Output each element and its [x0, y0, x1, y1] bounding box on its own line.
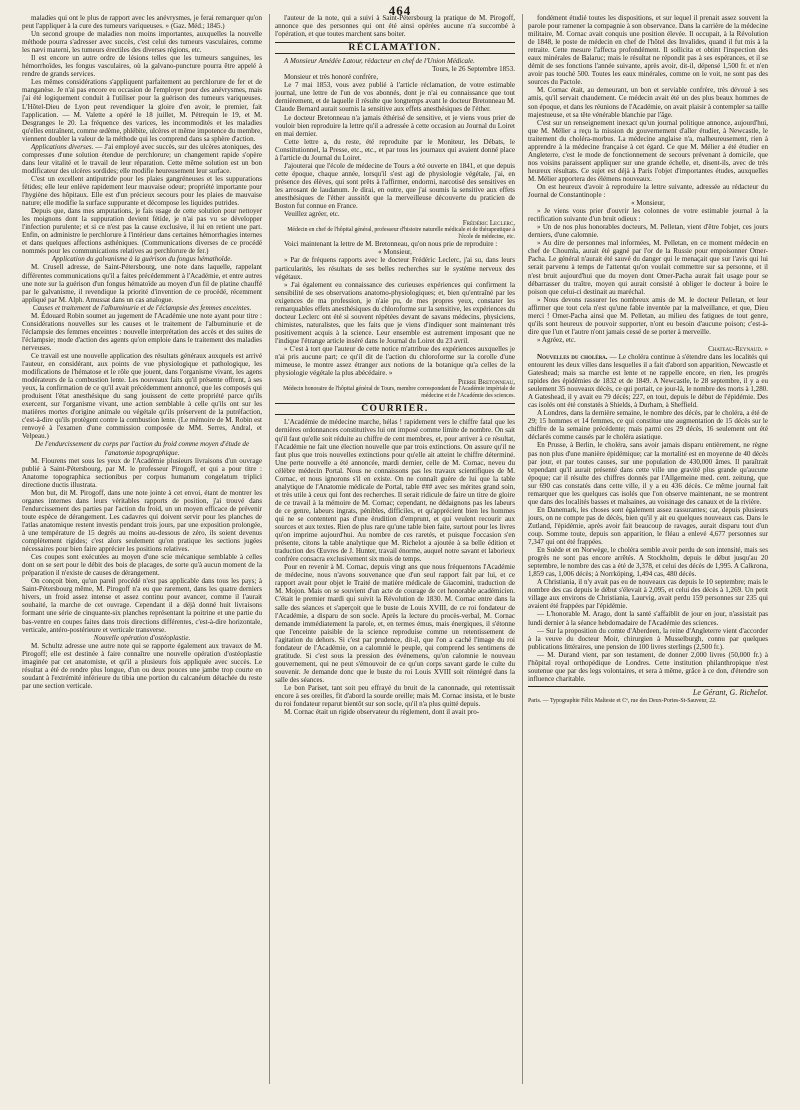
section-heading: Nouvelle opération d'ostéoplastie. — [93, 633, 191, 642]
signature-title: Médecin en chef de l'hôpital général, professeur d'histoire naturelle médicale et de thérapeutique à l'école de médecine, etc. — [287, 227, 515, 240]
paragraph: » Un de nos plus honorables docteurs, M. Pelletan, vient d'être l'objet, ces jours derniers, d'une calomnie. — [528, 223, 768, 240]
paragraph: M. Flourens met sous les yeux de l'Académie plusieurs livraisons d'un ouvrage publié à Saint-Pétersbourg, par M. le professeur Pirogoff, et qui a pour titre : Anatome topographica sectionibus per corpus humanum congelatum triplici directione ductis illustrata. — [22, 456, 262, 489]
paragraph: Ce travail est une nouvelle application des résultats généraux auxquels est arrivé l'auteur, en considérant, aux points de vue physiologique et pathologique, les modifications de l'hématose et le rôle que jouent, dans l'organisme vivant, les agens modérateurs de la combustion lente. Les nouveaux faits qu'il présente offrent, à ses yeux, la confirmation de ce qu'il avait précédemment annoncé, que les composés qui produisent l'état anesthésique du sang jouissent de cette propriété parce qu'ils exercent, sur l'organisme vivant, une action semblable à celle qu'ils ont sur les matières mortes d'origine animale ou végétale qu'ils préservent de la putréfaction, c'est-à-dire qu'ils protègent contre la combustion lente. (Le mémoire de M. Robin est renvoyé à l'examen d'une commission composée de MM. Serres, Andral, et Velpeau.) — [22, 351, 262, 441]
paragraph: L'Académie de médecine marche, hélas ! rapidement vers le chiffre fatal que les dernières ordonnances constitutives lui ont imposé comme limite de nombre. On sait qu'il faut qu'elle soit réduite au chiffre de cent membres, et, pour arriver à ce résultat, l'Académie ne fait une élection nouvelle que par trois extinctions. On assure qu'il ne faut plus que trois nouvelles extinctions pour qu'elle ait atteint le chiffre déterminé. Une perte nouvelle a été annoncée, mardi dernier, celle de M. Cornac, neveu du célèbre médecin Portal. Nous ne connaissons pas les travaux scientifiques de M. Cornac, et nous ignorons s'il en existe. On ne connaît guère de lui que la table analytique de l'Anatomie médicale de Portal, table ### avec ses mérites grand soin, et très utile à ceux qui font des recherches. Il serait ridicule de faire un titre de gloire de ce travail à la mémoire de M. Cornac; cependant, ne dédaignons pas les labeurs de ce genre, labeurs ingrats, pénibles, difficiles, et qu'apprécient bien les hommes qui ne se contentent pas d'une érudition d'emprunt, et qui veulent recourir aux sources et aux textes. Rien de plus rare qu'une table bien faite, surtout pour les livres qu'on imprime aujourd'hui. Au nombre de ces raretés, et puisque l'occasion s'en présente, citons la table analytique que M. Richelot a ajoutée à sa belle édition et traduction des Œuvres de J. Hunter, travail énorme, auquel notre savant et laborieux confrère consacra exclusivement six mois de temps. — [275, 418, 515, 564]
column-rule — [522, 14, 523, 1084]
gerant-signature: Le Gérant, G. Richelot. — [692, 687, 768, 697]
section-heading: Application du galvanisme à la guérison du fongus hémathoïde. — [51, 255, 233, 264]
paragraph: Veuillez agréer, etc. — [284, 210, 340, 219]
courrier-heading: COURRIER. — [275, 403, 515, 415]
text-columns — [22, 14, 782, 1084]
paragraph: En Prusse, à Berlin, le choléra, sans avoir jamais disparu entièrement, ne règne pas non plus d'une manière épidémique; car la mortalité est en moyenne de 40 décès par jour, et par toutes causes, sur une population de 430,000 âmes. Il paraîtrait cependant qu'il aurait présenté dans cette ville une gravité plus grande qu'aucune époque; car il résulte des chiffres donnés par l'Allgemeine med. cent. zeitung, que sur 690 cas constatés dans cette ville, il y a eu 436 décès. Ce même journal fait remarquer que les quelques cas isolés que l'on observe maintenant, ne se montrent que dans des localités basses et malsaines, au voisinage des canaux et de la rivière. — [528, 441, 768, 506]
paragraph: M. Cornac était, au demeurant, un bon et serviable confrère, très dévoué à ses amis, qu'il servait chaudement. Ce médecin avait été un des plus beaux hommes de son époque, et dans les réunions de l'Académie, on avait plaisir à contempler sa taille majestueuse, et sa tête vénérable blanchie par l'âge. — [528, 86, 768, 119]
printer-imprint: Paris. — Typographie Félix Malteste et Cᵉ, rue des Deux-Portes-St-Sauveur, 22. — [528, 697, 717, 704]
paragraph: maladies qui ont le plus de rapport avec les anévrysmes, je ferai remarquer qu'on peut l'appliquer à la cure des tumeurs variqueuses. » (Gaz. Méd.; 1845.) — [22, 14, 262, 31]
section-heading: Applications diverses. — [31, 142, 94, 151]
page-number: 464 — [388, 3, 412, 18]
signature-title: Médecin honoraire de l'hôpital général de Tours, membre correspondant de l'Académie impériale de médecine et de l'Académie des sciences. — [283, 386, 515, 399]
paragraph: fondément étudié toutes les dispositions, et sur lequel il prenait assez souvent la parole pour ramener la compagnie à son observance. Dans la carrière de la médecine militaire, M. Cornac avait conquis une position élevée. Il occupait, à la Révolution de 1848, le poste de médecin en chef de l'hôtel des Invalides, quand il fut mis à la retraite. Cette mesure l'affecta profondément. Il sollicita et obtint l'inspection des eaux minérales de Balaruc; mais le résultat ne répondit pas à ses espérances, et il se démit de ses fonctions l'année suivante, après avoir, dit-il, dépensé 1,500 fr. et n'en avoir pas touché 500. Toutes les eaux minérales, comme on le voit, ne sont pas des sources du Pactole. — [528, 14, 768, 87]
paragraph: Voici maintenant la lettre de M. Bretonneau, qu'on nous prie de reproduire : — [284, 240, 498, 249]
paragraph: » Nous devons rassurer les nombreux amis de M. le docteur Pelletan, et leur affirmer que tout cela n'est qu'une fable inventée par la malveillance, et que, Dieu merci ! Omer-Pacha ainsi que M. Pelletan, au milieu des fatigues de tout genre, qu'ils sont heureux de pouvoir supporter, n'ont eu besoin d'aucune poison; c'est-à-dire que l'un et l'autre n'ont jamais cessé de se porter à merveille. — [528, 295, 768, 336]
letter-dateline: Tours, le 26 Septembre 1853. — [432, 65, 515, 74]
column-1 — [22, 14, 262, 1084]
letter-salutation: « Monsieur, — [631, 199, 665, 208]
paragraph: » Par de fréquens rapports avec le docteur Frédéric Leclerc, j'ai su, dans leurs particularités, les résultats de ses belles recherches sur le système nerveux des végétaux. — [275, 256, 515, 281]
paragraph: Un second groupe de maladies non moins importantes, auxquelles la nouvelle méthode pourra s'adresser avec succès, c'est celui des tumeurs vasculaires, comme les nævi materni, les tumeurs érectiles des diverses régions, etc. — [22, 30, 262, 55]
paragraph: — Sur la proposition du comte d'Aberdeen, la reine d'Angleterre vient d'accorder à la veuve du docteur Moir, chirurgien à Musselburgh, connu par quelques publications littéraires, une pension de 100 livres sterlings (2,500 fr.). — [528, 626, 768, 651]
paragraph: » C'est à tort que l'auteur de cette notice m'attribue des expériences auxquelles je n'ai pris aucune part; ce qu'il dit de l'action du chloroforme sur la corolle d'une mimeuse, le montre assez étranger aux notions de la botanique qu'a celles de la physiologie végétale la plus abécédaire. » — [275, 344, 515, 378]
signature: Chateau-Reynaud. » — [708, 344, 768, 353]
paragraph: Il est encore un autre ordre de lésions telles que les tumeurs sanguines, les hémorrhoïdes, les fongus vasculaires, où la galvano-puncture pourra être appelé à rendre de grands services. — [22, 54, 262, 79]
paragraph: Le 7 mai 1853, vous avez publié à l'article réclamation, de votre estimable journal, une lettre de l'un de vos abonnés, dont je n'ai eu connaissance que tout dernièrement, et de laquelle il résulte que longtemps avant le docteur Bretonneau M. Claude Bernard aurait soumis la sensitive aux effets anesthésiques de l'éther. — [275, 81, 515, 114]
paragraph: On conçoit bien, qu'un pareil procédé n'est pas applicable dans tous les pays; à Saint-Pétersbourg même, M. Pirogoff n'a eu que rarement, dans les quatre derniers hivers, un froid assez intense et assez continu pour avancer, comme il l'aurait souhaité, la marche de cet ouvrage. Cependant il a déjà donné huit livraisons formant une série de cinquante-six planches représentant la poitrine et une partie du bas-ventre en coupes faites dans trois directions différentes, c'est-à-dire horizontale, verticale, antéro-postérieure et verticale transverse. — [22, 577, 262, 634]
paragraph: Depuis que, dans mes amputations, je fais usage de cette solution pour nettoyer les moignons dont la suppuration devient fétide, je n'ai pas vu se développer l'infection purulente; et si ce n'est pas la cause exclusive, il lui en retient une part. Enfin, on administre le perchlorure à l'intérieur dans certaines hémorrhagies internes et dans quelques affections asthéniques. (Communications diverses de ce procédé nommés pour les communications relatives au perchlorure de fer.) — [22, 207, 262, 256]
paragraph-text: — Le choléra continue à s'étendre dans les localités qui entourent les deux villes dans lesquelles il a fait d'abord son apparition, Newcastle et Gateshead; mais sa marche est lente et ne rappelle encore, en rien, les progrès rapides des épidémies de 1832 et de 1849. A Newcastle, le 28 septembre, il y a eu seulement 35 nouveaux décès, ce qui portait, ce jour-là, le nombre des morts à 1,280. A Gateshead, il y avait eu 79 décès; 227, en tout, depuis le début de l'épidémie. Des cas isolés ont été constatés à Shields, à Durham, à Sheffield. — [528, 352, 768, 410]
section-heading: Causes et traitement de l'albuminurie et de l'éclampsie des femmes enceintes. — [32, 303, 252, 312]
paragraph: » Agréez, etc. — [537, 335, 576, 344]
paragraph: l'auteur de la note, qui a suivi à Saint-Pétersbourg la pratique de M. Pirogoff, annonce que des personnes qui ont été ainsi opérées aucune n'a succombé à l'opération, et que toutes marchent sans boiter. — [275, 14, 515, 39]
paragraph: Mon but, dit M. Pirogoff, dans une note jointe à cet envoi, étant de montrer les organes internes dans leurs véritables rapports de position, j'ai trouvé dans l'endurcissement des parties par l'action du froid, un un moyen efficace de prévenir toute espèce de dérangement. Les cadavres qui doivent servir pour les planches de l'atlas anatomique restent investis pendant trois jours, par une exposition prolongée, à une température de 15 degrés au moins au-dessous de zéro, ils soient devenus complètement rigides; c'est alors seulement qu'on pratique les sections jugées nécessaires pour bien faire apprécier les positions relatives. — [22, 488, 262, 554]
paragraph — [22, 143, 262, 175]
paragraph: Le bon Pariset, tant soit peu effrayé du bruit de la canonnade, qui retentissait encore à ses oreilles, fit d'abord la sourde oreille; mais M. Cornac insista, et le buste du roi fondateur reparut bientôt sur son socle, qu'il n'a plus quitté depuis. — [275, 683, 515, 709]
paragraph: — M. Durand vient, par son testament, de donner 2,000 livres (50,000 fr.) à l'hôpital royal orthopédique de Londres. Cette institution philanthropique n'est soutenue que par des legs volontaires, et sera à même, grâce à ce don, d'étendre son influence charitable. — [528, 650, 768, 683]
signature: Frédéric Leclerc, — [462, 219, 515, 228]
footer — [528, 686, 768, 705]
paragraph: Pour en revenir à M. Cornac, depuis vingt ans que nous fréquentons l'Académie de médecine, nous n'avons souvenance que d'un seul rapport fait par lui, et ce rapport avait pour objet le Traité de matière médicale de Giacomini, traduction de M. Mojon. Mais on se souvient d'un acte de courage de cet honorable académicien. C'était le premier mardi qui suivit la Révolution de 1830. M. Cornac entre dans la salle des séances et s'aperçoit que le buste de Louis XVIII, de ce roi fondateur de l'Académie, a disparu de son socle. Après la lecture du procès-verbal, M. Cornac demande immédiatement la parole, et, en termes émus, mais énergiques, il s'étonne que l'enceinte paisible de la science reproduise comme un retentissement de l'agitation du dehors. Si c'est par prudence, dit-il, que l'on a caché l'image du roi fondateur de l'Académie, on a calomnié le peuple, qui comprend les sentimens de gratitude. Si c'est sous la pression des événemens, qu'on calomnie le nouveau gouvernement, qui ne peut s'émouvoir de ce qu'un corps savant garde le culte du souvenir. Je demande donc que le buste du roi Louis XVIII soit réintégré dans la salle des séances. — [275, 563, 515, 684]
paragraph: — L'honorable M. Arago, dont la santé s'affaiblit de jour en jour, n'assistait pas lundi dernier à la séance hebdomadaire de l'Académie des sciences. — [528, 610, 768, 627]
paragraph: C'est un excellent antiputride pour les plaies gangréneuses et les suppurations fétides; elle leur enlève rapidement leur mauvaise odeur; propriété importante pour l'hygiène des hôpitaux. Elle est d'un précieux secours pour les plaies de mauvaise nature; elle modifie la surface suppurante et décompose les liquides putrides. — [22, 174, 262, 208]
signature: Pierre Bretonneau, — [457, 378, 515, 387]
column-3 — [528, 14, 768, 1084]
paragraph: Le docteur Bretonneau n'a jamais éthérisé de sensitive, et je viens vous prier de vouloir bien reproduire la lettre qu'il a adressée à cette occasion au Journal du Loiret en mai dernier. — [275, 113, 515, 138]
paragraph: J'ajouterai que l'école de médecine de Tours a été ouverte en 1841, et que depuis cette époque, chaque année, lorsqu'il s'est agi de physiologie végétale, j'ai, en présence des élèves, qui sont prêts à l'affirmer, endormi, narcotisé des sensitives en les arrosant de laudanum. Je dirai, en outre, que j'ai soumis la sensitive aux effets anesthésiques de l'éther aussitôt que la merveilleuse découverte du praticien de Boston fut connue en France. — [275, 161, 515, 211]
letter-address: A Monsieur Amédée Latour, rédacteur en chef de l'Union Médicale. — [284, 57, 475, 66]
section-heading: Nouvelles du choléra. — [537, 352, 608, 361]
paragraph: A Londres, dans la dernière semaine, le nombre des décès, par le choléra, a été de 29; 15 hommes et 14 femmes, ce qui constitue une augmentation de 15 décès sur le chiffre de la semaine précédente; mais parmi ces 29 décès, 16 seulement ont été déclarés comme causés par le choléra asiatique. — [528, 409, 768, 442]
paragraph: » Au dire de personnes mal informées, M. Pelletan, en ce moment médecin en chef de Choumla, aurait été gagné par l'or de la Russie pour empoisonner Omer-Pacha. Le général n'aurait été sauvé du danger qui le menaçait que sur l'avis qui lui serait parvenu à temps de l'attentat qu'on voulait commettre sur sa personne, et il n'est bruit aujourd'hui que du moyen dont Omer-Pacha aurait fait usage pour se débarrasser du traître, moyen qui aurait consisté à obliger le docteur à boire le poison que celui-ci destinait au maréchal. — [528, 239, 768, 296]
paragraph: M. Cornac était un rigide observateur du règlement, dont il avait pro- — [284, 708, 480, 717]
paragraph: M. Schultz adresse une autre note qui se rapporte également aux travaux de M. Pirogoff; elle est destinée à faire connaître une nouvelle opération d'ostéoplastie imaginée par cet anatomiste, et qu'il a plusieurs fois appliquée avec succès. Le résultat a été de rendre plus longue, d'un ou deux pouces une jambe trop courte en soudant à l'extrémité inférieure du tibia une portion du calcanéum détachée du reste par une section verticale. — [22, 641, 262, 690]
paragraph: On est heureux d'avoir à reproduire la lettre suivante, adressée au rédacteur du Journal de Constantinople : — [528, 182, 768, 200]
paragraph: M. Édouard Robin soumet au jugement de l'Académie une note ayant pour titre : Considérations nouvelles sur les causes et le traitement de l'albuminurie et de l'éclampsie des femmes enceintes : nouvelle interprétation des accès et des suites de l'éclampsie; mode d'action des agents qu'on emploie dans le traitement des maladies nerveuses. — [22, 311, 262, 352]
paragraph: Ces coupes sont exécutées au moyen d'une scie mécanique semblable à celles dont on se sert pour le débit des bois de placages, de sorte qu'à aucun moment de la préparation il n'existe de causes de dérangement. — [22, 553, 262, 578]
letter-salutation: « Monsieur, — [378, 248, 412, 257]
paragraph: En Danemark, les choses sont également assez rassurantes; car, depuis plusieurs jours, on ne compte pas de décès, bien qu'il y ait eu quelques nouveaux cas. Dans le Zutland, l'épidémie, après avoir fait beaucoup de ravages, aurait disparu tout d'un coup. Somme toute, depuis son apparition, le fléau a enlevé 4,677 personnes sur 7,347 qui ont été frappées. — [528, 505, 768, 547]
paragraph: M. Crusell adresse, de Saint-Pétersbourg, une note dans laquelle, rappelant différentes communications qu'il a faites précédemment à l'Académie, et entre autres une note sur la guérison d'un fongus hématoïde au moyen d'un fil de platine chauffé par le galvanisme, il revendique la priorité d'invention de ce procédé, récemment appliqué par M. Alph. Amussat dans un cas analogue. — [22, 263, 262, 304]
paragraph-text: — J'ai employé avec succès, sur des ulcères atoniques, des compresses d'une solution étendue de perchlorure; un changement rapide s'opère dans leur vitalité et le travail de leur réparation. Cette même solution est un bon modificateur des ulcères sordides; elle modifie heureusement leur surface. — [22, 142, 262, 175]
reclamation-heading: RÉCLAMATION. — [275, 42, 515, 54]
section-heading: De l'endurcissement du corps par l'action du froid comme moyen d'étude de l'anatomie topographique. — [35, 440, 249, 457]
paragraph: Les mêmes considérations s'appliquent parfaitement au perchlorure de fer et de manganèse. Je n'ai pas encore eu occasion de l'employer pour des anévrysmes, mais j'ai été logiquement conduit à l'utiliser pour la guérison des tumeurs variqueuses. L'Hôtel-Dieu de Lyon peut revendiquer la gloire d'en avoir, le premier, fait l'application. — M. Valette a opéré le 18 juillet, M. Pétrequin le 19, et M. Desgranges le 20. La fréquence des varices, les incommodités et les maladies qu'elles entraînent, comme œdème, phlébite, ulcères et même impotence du membre, viennent doubler la valeur de la méthode qui les comprend dans sa sphère d'action. — [22, 78, 262, 143]
column-rule — [269, 14, 270, 1084]
paragraph: » Je viens vous prier d'ouvrir les colonnes de votre estimable journal à la rectification suivante d'un bruit odieux : — [528, 207, 768, 224]
letter-salutation: Monsieur et très honoré confrère, — [284, 73, 379, 82]
paragraph: C'est sur un renseignement inexact qu'un journal politique annonce, aujourd'hui, que M. Mélier a reçu la mission du gouvernement d'aller étudier, à Newcastle, le traitement du choléra-morbus. La médecine anglaise n'a, malheureusement, rien à apprendre à la médecine française à cet égard. Ce que M. Mélier a été étudier en Angleterre, c'est le mode de fonctionnement de secours prévenant à domicile, que nos voisins paraissent appliquer sur une grande échelle, et, disent-ils, avec de très heureux résultats. Ce sujet est déjà à Paris l'objet d'importantes études, auxquelles M. Mélier apportera des élémens nouveaux. — [528, 118, 768, 183]
paragraph — [528, 353, 768, 409]
paragraph: En Suède et en Norwège, le choléra semble avoir perdu de son intensité, mais ses progrès ne sont pas encore arrêtés. A Stockholm, depuis le début jusqu'au 20 septembre, le nombre des cas a été de 3,378, et celui des décès de 1,995. A Calkrona, 1,859 cas, 1,006 décès; à Norrköping, 1,494 cas, 480 décès. — [528, 546, 768, 579]
paragraph: A Christiania, il n'y avait pas eu de nouveaux cas depuis le 10 septembre; mais le nombre des cas depuis le début s'élevait à 2,095, et celui des décès à 1,269. Un petit village aux environs de Christiania, Laurvig, avait perdu 159 personnes sur 235 qui avaient été frappées par l'épidémie. — [528, 578, 768, 611]
paragraph: Cette lettre a, du reste, été reproduite par le Moniteur, les Débats, le Constitutionnel, la Presse, etc., etc., et par tous les journaux qui avaient donné place à l'article du Journal du Loiret. — [275, 137, 515, 162]
column-2 — [275, 14, 515, 1084]
paragraph: » J'ai également eu connaissance des curieuses expériences qui confirment la sensibilité de ses observations anatomo-physiologiques; et, bien qu'entraîné par les exigences de ma profession, je n'aie pu, de mes propres yeux, constater les remarquables effets anesthésiques du chloroforme sur la sensitive, les expériences du docteur Leclerc ont été si souvent répétées devant de savans médecins, physiciens, chimistes, naturalistes, que les faits que je viens d'indiquer sont maintenant très positivement acquis à la science. Leur ensemble est autrement imposant que ne l'indique l'étrange article inséré dans le Journal du Loiret du 23 avril. — [275, 280, 515, 345]
